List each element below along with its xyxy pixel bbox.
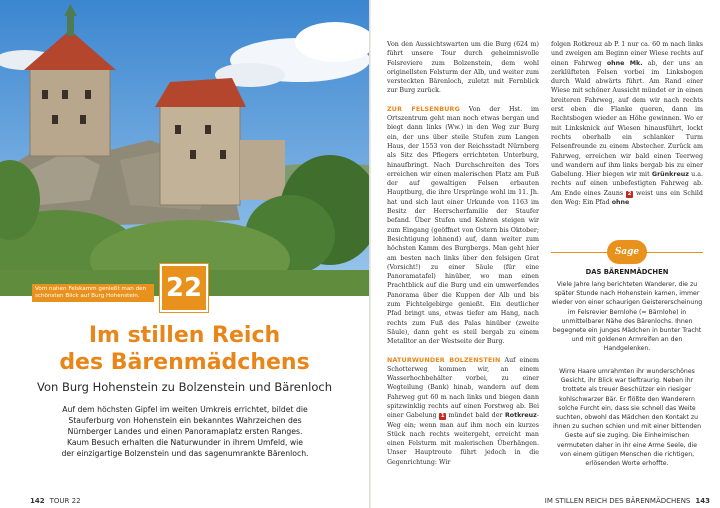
- paragraph: [387, 356, 539, 468]
- paragraph-text: weist uns ein Schild den Weg: Ein Pfad: [551, 189, 703, 207]
- paragraph-text: Auf einem Schotterweg kommen wir, an einem Wasserhochbehälter vorbei, zu einer Wegteilung (Bank) hinab, wandern auf dem Fahrweg gut 60 m nach links und biegen dann spitzwinklig rechts auf einen Forstweg ab. Bei einer Gabelung: [387, 356, 539, 420]
- section-heading: ZUR FELSENBURG: [387, 105, 460, 113]
- left-running-head: TOUR 22: [49, 497, 81, 505]
- tour-number-badge: [160, 264, 208, 312]
- legend-text: Wirre Haare umrahmten ihr wunderschönes Gesicht, ihr Blick war tieftraurig. Neben ihr trottete als treuer Beschützer ein riesiger kohlschwarzer Bär. Er flößte den Wanderern solche Furcht ein, dass sie schnell das Weite suchten, obwohl das Mädchen den Kontakt zu ihnen zu suchen schien und mit einer bittenden Geste auf sie zuging. Die Einheimischen vermuteten daher in ihr eine Arme Seele, die von einem gütigen Menschen die richtigen, erlösenden Worte erhoffte.: [552, 368, 702, 468]
- photo-caption: Vom nahen Felskamm genießt man den schönsten Blick auf Burg Hohenstein.: [32, 284, 154, 302]
- paragraph: [551, 40, 703, 207]
- right-page-number: 143: [695, 497, 710, 505]
- tour-title-line2: des Bärenmädchens: [59, 350, 310, 375]
- left-folio: [30, 497, 81, 505]
- intro-line: Auf dem höchsten Gipfel im weiten Umkreis errichtet, bildet die: [62, 405, 308, 414]
- castle-illustration: [0, 0, 369, 296]
- section-heading: NATURWUNDER BOLZENSTEIN: [387, 356, 501, 364]
- paragraph: Von den Aussichtswarten um die Burg (624 m) führt unsere Tour durch geheimnisvolle Felsreviere zum Bolzenstein, dem wohl originellsten Felsturm der Alb, und weiter zum versteckten Bärenloch, zuletzt mit Fernblick zur Burg zurück.: [387, 41, 539, 95]
- legend-label: Sage: [614, 247, 640, 257]
- trail-mark: ohne: [611, 199, 630, 207]
- paragraph-text: mündet bald der: [448, 412, 503, 420]
- tour-intro: [50, 404, 320, 459]
- tour-subtitle: Von Burg Hohenstein zu Bolzenstein und Bärenloch: [36, 380, 333, 394]
- waypoint-marker: 1: [440, 413, 445, 420]
- paragraph-text: Von der Hst. im Ortszentrum geht man noch etwas bergan und biegt dann links (Ww.) in den Weg zur Burg ein, der uns über steile Stufen zum Langen Haus, der 1553 von der Reichsstadt Nürnberg als Sitz des Pflegers errichteten Unterburg, hinaufbringt. Nach Durchschreiten des Tors erreichen wir einen malerischen Platz am Fuß der auf gewaltigen Felsen erbauten Hauptburg, die ihre Ursprünge wohl im 11. Jh. hat und sich laut einer Urkunde von 1163 im Besitz der Herrscherfamilie der Staufer befand. Über Stufen und Kehren steigen wir zum Eingang (geöffnet von Ostern bis Oktober; Besichtigung lohnend) auf, dann weiter zum höchsten Kamm des Burgbergs. Man geht hier am besten nach links über den felsigen Grat (Vorsicht!) zu einer Säule (für eine Panoramatafel) hinüber, wo man einen Prachtblick auf die Burg und ein umwerfendes Panorama über die Kuppen der Alb und bis zum Fichtelgebirge genießt. Ein deutlicher Pfad bringt uns, etwas tiefer am Hang, nach rechts zum Fuß des Palas hinüber (zweite Säule), dann geht es steil bergab zu einem Metalltor an der Westseite der Burg.: [387, 105, 539, 346]
- intro-line: Nürnberger Landes und einen Panoramaplatz ersten Ranges.: [67, 427, 303, 436]
- right-page: [371, 0, 720, 508]
- intro-line: Stauferburg von Hohenstein ein bekanntes Wahrzeichen des: [68, 416, 302, 425]
- paragraph-text: u.a. rechts auf einen unbefestigten Fahrweg ab. Am Ende eines Zauns: [551, 171, 703, 197]
- tour-title: [0, 322, 369, 376]
- trail-mark: ohne Mk.: [606, 59, 643, 67]
- tour-title-line1: Im stillen Reich: [88, 323, 281, 348]
- intro-line: Kaum Besuch erhalten die Naturwunder in ihrem Umfeld, wie: [66, 438, 304, 447]
- paragraph-text: ab, der uns an zerklüfteten Felsen vorbei im Linksbogen durch Wald abwärts führt. Am Rand einer Wiese mit schöner Aussicht mündet er in einen breiteren Fahrweg, auf dem wir nach rechts erst eben die Flanke queren, dann im Rechtsbogen wieder an Höhe gewinnen. Wo er mit Linksknick auf Wiesen hinausführt, lockt rechts oberhalb ein schlanker Turm Felsenfreunde zu einem Abstecher. Zurück am Fahrweg, erreichen wir bald einen Teerweg und wandern auf ihm links bergab bis zu einer Gabelung. Hier biegen wir mit: [551, 59, 703, 179]
- legend-title: DAS BÄRENMÄDCHEN: [585, 268, 669, 276]
- trail-name: Rotkreuz: [504, 412, 537, 420]
- intro-line: der einzigartige Bolzenstein und das sagenumrankte Bärenloch.: [61, 449, 309, 458]
- text-column-1: [387, 40, 539, 467]
- legend-badge: [607, 240, 647, 264]
- trail-name: Grünkreuz: [651, 171, 689, 179]
- legend-text: Viele Jahre lang berichteten Wanderer, die zu später Stunde nach Hohenstein kamen, immer wieder von einer schaurigen Geistererscheinung im Felsrevier Bernlohe (= Bärnlohe) in unmittelbarer Nähe des Bärenlochs. Ihnen begegnete ein junges Mädchen in bunter Tracht und mit goldenen Armreifen an den Handgelenken.: [551, 281, 703, 353]
- tour-number: 22: [165, 273, 203, 303]
- paragraph-text: -Weg ein; wenn man auf ihm noch ein kurzes Stück nach rechts weitergeht, erreicht man einen Felsturm mit malerischen Überhängen. Unser Hauptroute führt jedoch in die Gegenrichtung: Wir: [387, 412, 539, 466]
- paragraph-text: folgen Rotkreuz ab P. 1 nur ca. 60 m nach links und zweigen am Beginn einer Wiese rechts auf einen Fahrweg: [551, 41, 703, 67]
- waypoint-marker: 2: [627, 190, 632, 197]
- castle-photo: [0, 0, 369, 296]
- left-page-number: 142: [30, 497, 45, 505]
- legend-box: [551, 247, 703, 484]
- right-folio: [545, 497, 710, 505]
- paragraph: [387, 105, 539, 347]
- text-column-2: [551, 40, 703, 207]
- right-running-head: IM STILLEN REICH DES BÄRENMÄDCHENS: [544, 497, 691, 505]
